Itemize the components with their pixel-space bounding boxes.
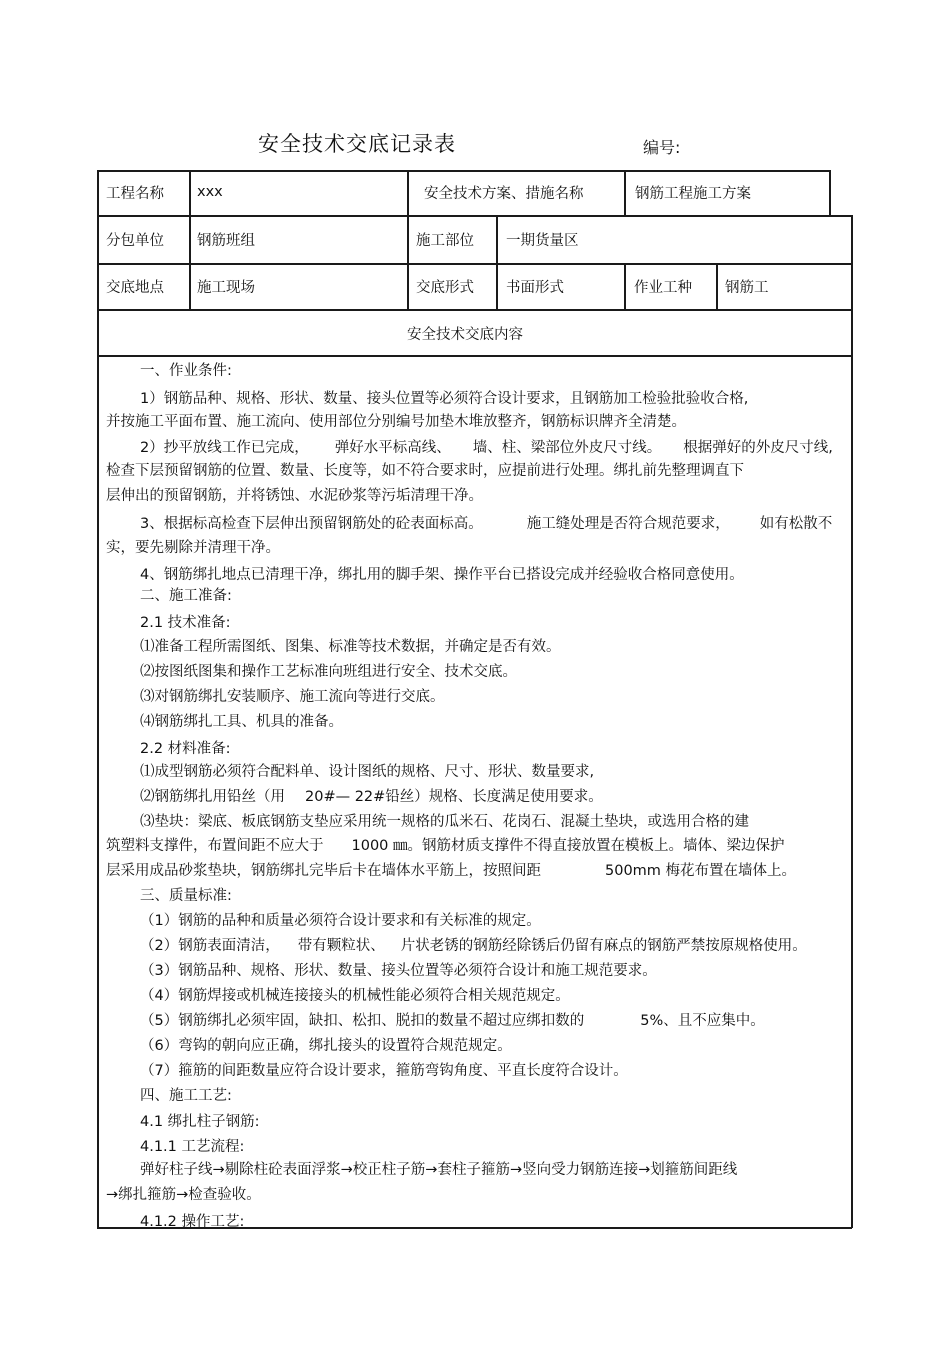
trade-label: 作业工种 — [634, 280, 692, 296]
col-divider-e — [624, 263, 626, 310]
content-line: 层采用成品砂浆垫块，钢筋绑扎完毕后卡在墙体水平筋上，按照间距 500mm 梅花布置在墙体上。 — [106, 863, 797, 879]
plan-name-value: 钢筋工程施工方案 — [635, 186, 751, 202]
table-border-left — [97, 170, 99, 1228]
content-line: （4）钢筋焊接或机械连接接头的机械性能必须符合相关规范规定。 — [140, 988, 570, 1004]
content-line: 2）抄平放线工作已完成， 弹好水平标高线、 墙、柱、梁部位外皮尺寸线。 根据弹好的外皮尺寸线, — [140, 440, 833, 456]
content-line: 筑塑料支撑件，布置间距不应大于 1000 ㎜。钢筋材质支撑件不得直接放置在模板上。墙体、梁边保护 — [106, 838, 785, 854]
content-line: （5）钢筋绑扎必须牢固，缺扣、松扣、脱扣的数量不超过应绑扣数的 5%、且不应集中。 — [140, 1013, 765, 1029]
form-label: 交底形式 — [416, 280, 474, 296]
location-label: 交底地点 — [106, 280, 164, 296]
content-line: 2.2 材料准备: — [140, 741, 231, 757]
col-divider-b — [407, 170, 409, 310]
project-name-label: 工程名称 — [106, 186, 164, 202]
content-line: ⑶对钢筋绑扎安装顺序、施工流向等进行交底。 — [140, 689, 445, 705]
table-border-right — [851, 215, 853, 1228]
content-line: 4.1 绑扎柱子钢筋: — [140, 1114, 260, 1130]
content-line: 4.1.1 工艺流程: — [140, 1139, 245, 1155]
content-line: 检查下层预留钢筋的位置、数量、长度等，如不符合要求时，应提前进行处理。绑扎前先整理调直下 — [106, 463, 744, 479]
page-title: 安全技术交底记录表 — [258, 132, 456, 156]
col-divider-d — [496, 215, 498, 310]
row-divider-4 — [97, 355, 852, 357]
content-header: 安全技术交底内容 — [407, 327, 523, 343]
subcontractor-label: 分包单位 — [106, 233, 164, 249]
location-value: 施工现场 — [197, 280, 255, 296]
row-divider-1 — [97, 215, 852, 217]
content-line: 4.1.2 操作工艺: — [140, 1214, 245, 1230]
plan-name-label: 安全技术方案、措施名称 — [424, 186, 584, 202]
content-line: 4、钢筋绑扎地点已清理干净，绑扎用的脚手架、操作平台已搭设完成并经验收合格同意使用。 — [140, 567, 744, 583]
content-line: 层伸出的预留钢筋，并将锈蚀、水泥砂浆等污垢清理干净。 — [106, 488, 483, 504]
content-line: （3）钢筋品种、规格、形状、数量、接头位置等必须符合设计和施工规范要求。 — [140, 963, 657, 979]
content-line: （6）弯钩的朝向应正确，绑扎接头的设置符合规范规定。 — [140, 1038, 512, 1054]
table-border-top — [97, 170, 830, 172]
content-line: →绑扎箍筋→检查验收。 — [106, 1187, 261, 1203]
project-name-value: xxx — [197, 184, 223, 200]
row-divider-2 — [97, 263, 852, 265]
form-value: 书面形式 — [506, 280, 564, 296]
row-divider-3 — [97, 309, 852, 311]
content-line: 3、根据标高检查下层伸出预留钢筋处的砼表面标高。 施工缝处理是否符合规范要求， 如有松散不 — [140, 516, 833, 532]
content-line: 三、质量标准: — [140, 888, 232, 904]
content-line: ⑷钢筋绑扎工具、机具的准备。 — [140, 714, 343, 730]
content-line: ⑶垫块：梁底、板底钢筋支垫应采用统一规格的瓜米石、花岗石、混凝土垫块，或选用合格的建 — [140, 814, 749, 830]
content-line: 实，要先剔除并清理干净。 — [106, 540, 280, 556]
content-line: 一、作业条件: — [140, 363, 232, 379]
trade-value: 钢筋工 — [725, 280, 769, 296]
content-line: 二、施工准备: — [140, 588, 232, 604]
content-line: （7）箍筋的间距数量应符合设计要求，箍筋弯钩角度、平直长度符合设计。 — [140, 1063, 628, 1079]
col-divider-c — [624, 170, 626, 216]
content-line: ⑴成型钢筋必须符合配料单、设计图纸的规格、尺寸、形状、数量要求, — [140, 764, 595, 780]
content-line: 2.1 技术准备: — [140, 615, 231, 631]
content-line: 四、施工工艺: — [140, 1088, 232, 1104]
content-line: ⑵钢筋绑扎用铅丝（用 20#— 22#铅丝）规格、长度满足使用要求。 — [140, 789, 603, 805]
content-line: 弹好柱子线→剔除柱砼表面浮浆→校正柱子筋→套柱子箍筋→竖向受力钢筋连接→划箍筋间距线 — [140, 1162, 738, 1178]
col-divider-f — [716, 263, 718, 310]
subcontractor-value: 钢筋班组 — [197, 233, 255, 249]
col-divider-a — [189, 170, 191, 310]
work-part-label: 施工部位 — [416, 233, 474, 249]
content-line: 1）钢筋品种、规格、形状、数量、接头位置等必须符合设计要求，且钢筋加工检验批验收合格, — [140, 391, 749, 407]
content-line: （1）钢筋的品种和质量必须符合设计要求和有关标准的规定。 — [140, 913, 541, 929]
content-line: ⑴准备工程所需图纸、图集、标准等技术数据，并确定是否有效。 — [140, 639, 561, 655]
content-line: ⑵按图纸图集和操作工艺标准向班组进行安全、技术交底。 — [140, 664, 517, 680]
content-line: 并按施工平面布置、施工流向、使用部位分别编号加垫木堆放整齐，钢筋标识牌齐全清楚。 — [106, 414, 686, 430]
work-part-value: 一期货量区 — [506, 233, 579, 249]
content-line: （2）钢筋表面清洁， 带有颗粒状、 片状老锈的钢筋经除锈后仍留有麻点的钢筋严禁按原规格使用。 — [140, 938, 807, 954]
document-number-label: 编号: — [643, 138, 681, 157]
row1-right-edge — [829, 170, 831, 216]
